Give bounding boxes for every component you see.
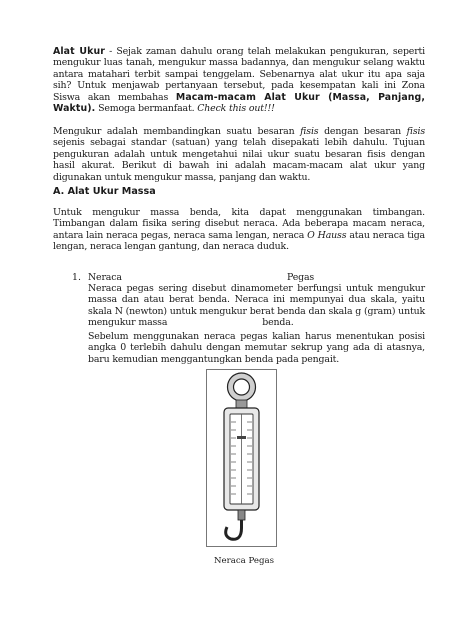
intro-paragraph: [53, 46, 425, 114]
item-description-text: Neraca pegas sering disebut dinamometer berfungsi untuk mengukur massa dan atau berat benda. Neraca ini mempunyai dua skala, yaitu skala N (newton) untuk mengukur berat benda dan skala g (gram) untuk mengukur massa: [88, 283, 425, 329]
measuring-text-c: sejenis sebagai standar (satuan) yang telah disepakati lebih dahulu. Tujuan pengukuran adalah untuk mengetahui nilai ukur suatu besaran fisis dengan hasil akurat. Berikut di bawah ini adalah macam-macam alat ukur yang digunakan untuk mengukur massa, panjang dan waktu.: [53, 137, 425, 183]
intro-text-2: Semoga bermanfaat.: [95, 103, 198, 115]
intro-text-1: - Sejak zaman dahulu orang telah melakukan pengukuran, seperti mengukur luas tanah, mengukur massa badannya, dan mengukur selang waktu antara matahari terbit sampai tenggelam. Sebenarnya alat ukur itu apa saja sih? Untuk menjawab pertanyaan tersebut, pada kesempatan kali ini Zona Siswa akan membahas: [53, 46, 425, 103]
item-description-end: benda.: [262, 317, 294, 329]
measuring-text-b: dengan besaran: [318, 126, 407, 137]
intro-bold-title: Macam-macam Alat Ukur (Massa, Panjang, Waktu).: [53, 91, 425, 115]
figure-frame: [206, 369, 277, 547]
mass-intro-text-a: Untuk mengukur massa benda, kita dapat menggunakan timbangan. Timbangan dalam fisika sering disebut neraca. Ada beberapa macam neraca, antara lain neraca pegas, neraca sama lengan, neraca: [53, 207, 425, 241]
measuring-italic-2: fisis: [406, 126, 425, 137]
mass-intro-text-b: atau neraca tiga lengan, neraca lengan gantung, dan neraca duduk.: [53, 229, 425, 253]
measuring-paragraph: [53, 126, 425, 183]
item-title-left: Neraca: [88, 272, 122, 283]
measuring-italic-1: fisis: [300, 126, 319, 137]
mass-intro-italic: O Hauss: [307, 229, 347, 241]
section-heading: A. Alat Ukur Massa: [53, 186, 156, 197]
figure-caption: Neraca Pegas: [214, 556, 275, 566]
spring-balance-icon: [207, 370, 276, 546]
intro-italic: Check this out!!!: [197, 103, 275, 115]
list-number: 1.: [72, 272, 81, 283]
measuring-text-a: Mengukur adalah membandingkan suatu besaran: [53, 126, 301, 137]
item-title-right: Pegas: [287, 272, 315, 283]
intro-lead: Alat Ukur: [53, 46, 105, 57]
mass-intro-paragraph: [53, 207, 425, 253]
item-description: [88, 283, 425, 329]
item-usage-paragraph: Sebelum menggunakan neraca pegas kalian harus menentukan posisi angka 0 terlebih dahulu dengan memutar sekrup yang ada di atasnya, baru kemudian menggantungkan benda pada pengait.: [88, 331, 425, 365]
